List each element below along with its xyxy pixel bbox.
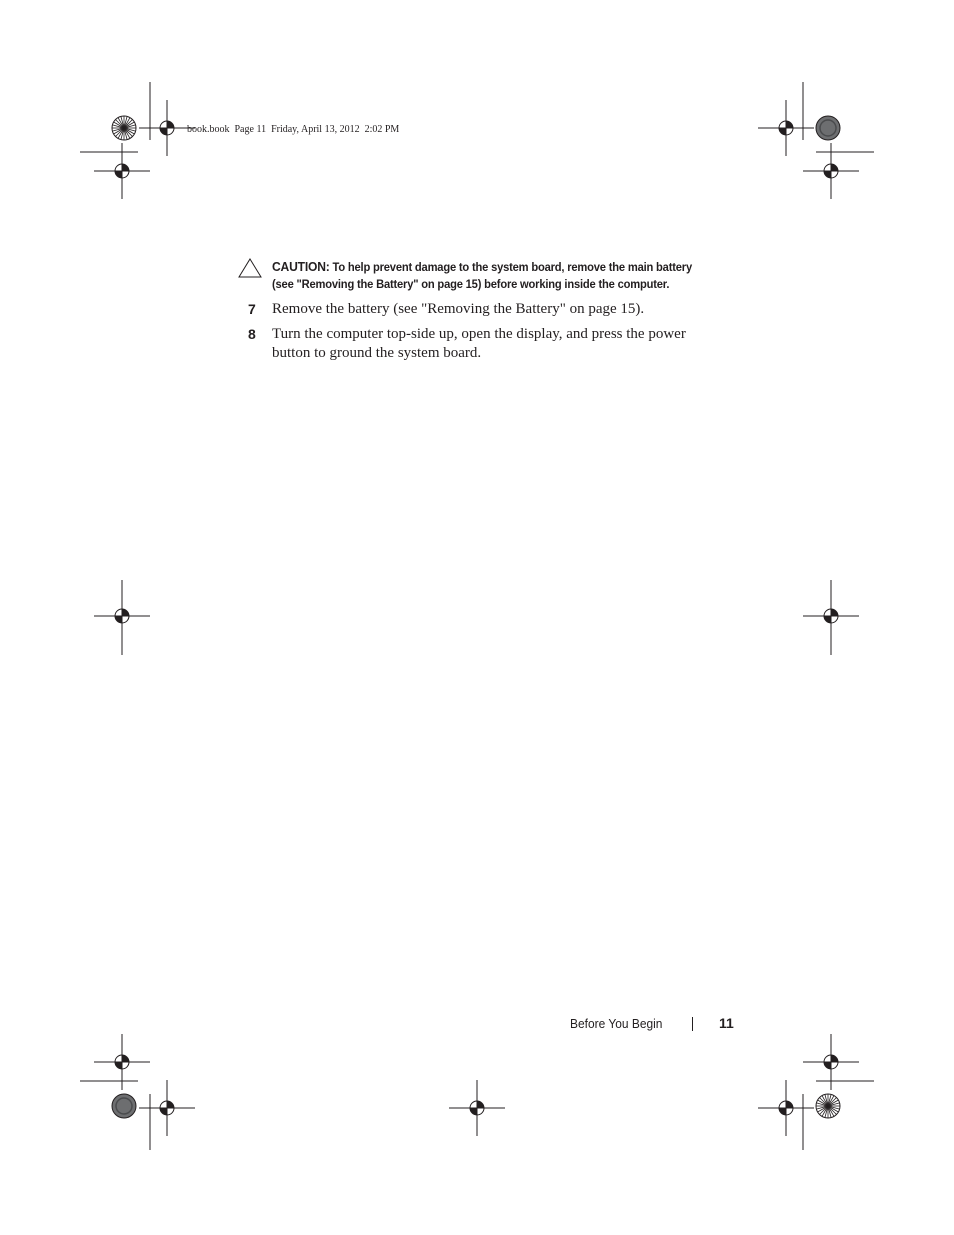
footer-divider xyxy=(692,1017,693,1031)
caution-text: To help prevent damage to the system board, remove the main battery (see "Removing the Battery" on page 15) before working inside the computer. xyxy=(272,260,692,291)
step-text: Remove the battery (see "Removing the Battery" on page 15). xyxy=(272,301,645,317)
step-number: 7 xyxy=(248,301,256,317)
warning-triangle-icon xyxy=(238,258,262,283)
caution-label: CAUTION: xyxy=(272,259,330,274)
page-number: 11 xyxy=(719,1015,734,1031)
step-number: 8 xyxy=(248,326,256,342)
caution-notice xyxy=(272,258,709,293)
print-info-header: book.book Page 11 Friday, April 13, 2012 2:02 PM xyxy=(187,124,400,135)
step-text: Turn the computer top-side up, open the display, and press the power button to ground the system board. xyxy=(272,326,686,361)
footer-section-title: Before You Begin xyxy=(570,1016,663,1031)
